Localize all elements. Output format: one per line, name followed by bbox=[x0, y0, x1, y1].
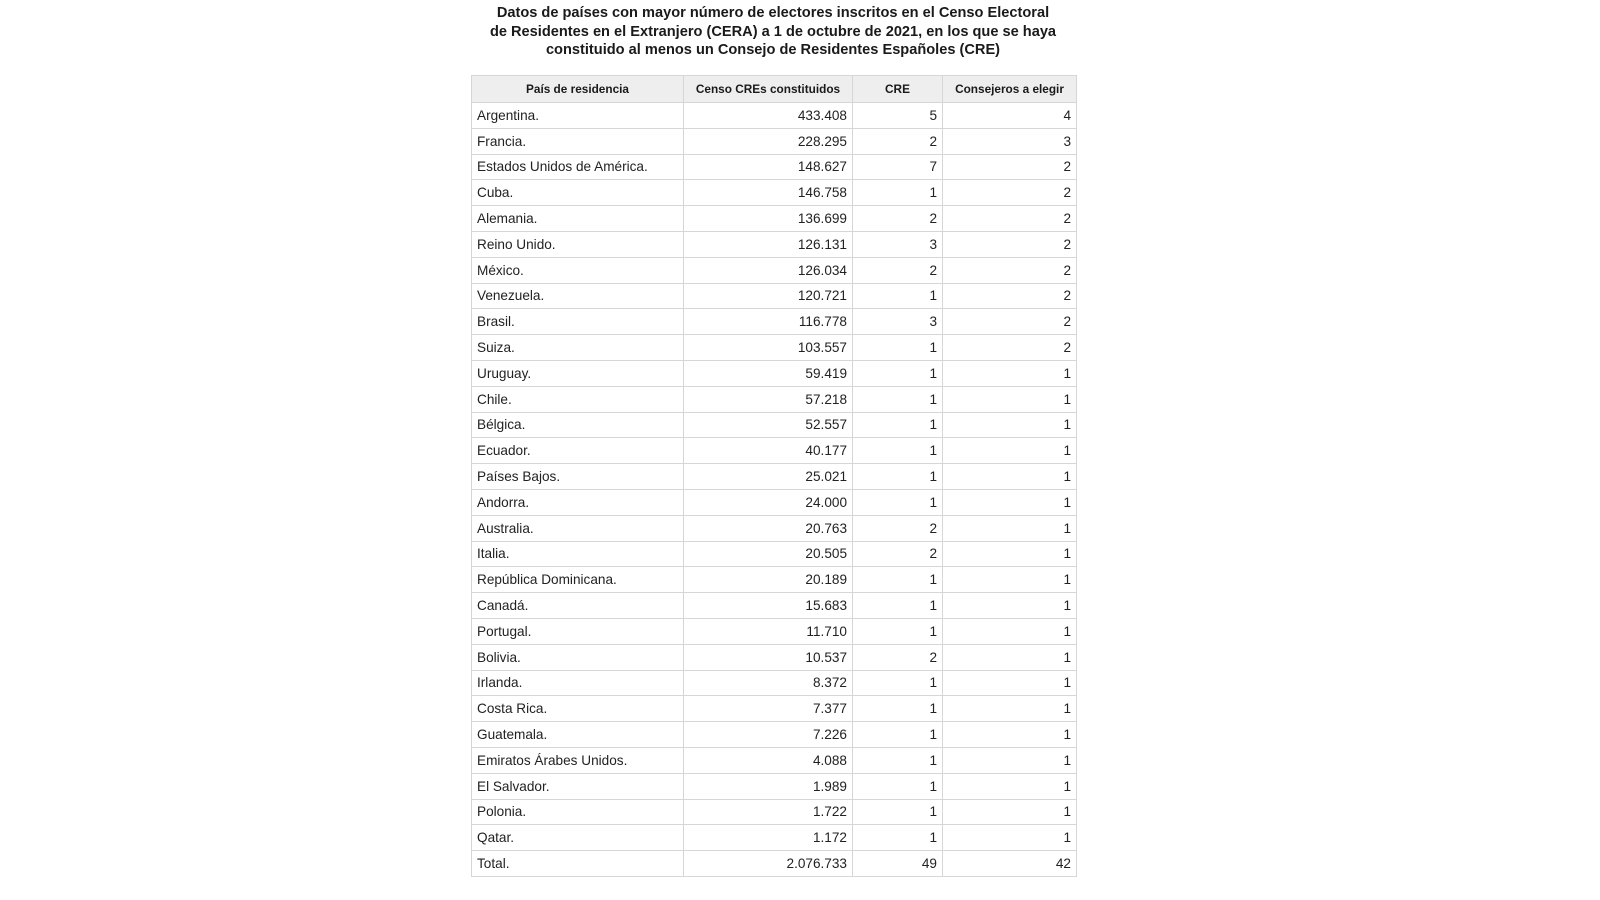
country-cell: Costa Rica. bbox=[472, 696, 684, 722]
councillors-cell: 1 bbox=[943, 489, 1077, 515]
table-row bbox=[472, 696, 1077, 722]
table-row bbox=[472, 128, 1077, 154]
cre-cell: 1 bbox=[853, 722, 943, 748]
cre-cell: 7 bbox=[853, 154, 943, 180]
councillors-cell: 1 bbox=[943, 593, 1077, 619]
cre-cell: 1 bbox=[853, 464, 943, 490]
census-cell: 24.000 bbox=[684, 489, 853, 515]
councillors-cell: 1 bbox=[943, 567, 1077, 593]
country-cell: El Salvador. bbox=[472, 773, 684, 799]
cre-cell: 1 bbox=[853, 696, 943, 722]
table-row bbox=[472, 515, 1077, 541]
cre-cell: 2 bbox=[853, 644, 943, 670]
table-row bbox=[472, 335, 1077, 361]
cre-cell: 1 bbox=[853, 412, 943, 438]
title-line-1: Datos de países con mayor número de electores inscritos en el Censo Electoral bbox=[496, 5, 1050, 21]
country-cell: Andorra. bbox=[472, 489, 684, 515]
cre-cell: 2 bbox=[853, 257, 943, 283]
councillors-cell: 1 bbox=[943, 670, 1077, 696]
councillors-cell: 2 bbox=[943, 231, 1077, 257]
total-census: 2.076.733 bbox=[684, 851, 853, 877]
councillors-cell: 1 bbox=[943, 515, 1077, 541]
councillors-cell: 1 bbox=[943, 722, 1077, 748]
census-cell: 136.699 bbox=[684, 206, 853, 232]
header-country: País de residencia bbox=[472, 76, 684, 103]
census-cell: 433.408 bbox=[684, 103, 853, 129]
councillors-cell: 1 bbox=[943, 541, 1077, 567]
census-cell: 126.034 bbox=[684, 257, 853, 283]
councillors-cell: 1 bbox=[943, 464, 1077, 490]
table-row bbox=[472, 567, 1077, 593]
total-councillors: 42 bbox=[943, 851, 1077, 877]
councillors-cell: 1 bbox=[943, 696, 1077, 722]
country-cell: Polonia. bbox=[472, 799, 684, 825]
census-cell: 103.557 bbox=[684, 335, 853, 361]
cre-cell: 1 bbox=[853, 438, 943, 464]
census-cell: 20.189 bbox=[684, 567, 853, 593]
cre-cell: 1 bbox=[853, 386, 943, 412]
country-cell: Portugal. bbox=[472, 618, 684, 644]
table-row bbox=[472, 773, 1077, 799]
table-row bbox=[472, 180, 1077, 206]
census-cell: 146.758 bbox=[684, 180, 853, 206]
councillors-cell: 1 bbox=[943, 644, 1077, 670]
cre-cell: 1 bbox=[853, 489, 943, 515]
cre-cell: 1 bbox=[853, 180, 943, 206]
table-row bbox=[472, 386, 1077, 412]
councillors-cell: 1 bbox=[943, 438, 1077, 464]
title-line-2: de Residentes en el Extranjero (CERA) a 1 de octubre de 2021, en los que se haya bbox=[489, 23, 1057, 40]
census-cell: 126.131 bbox=[684, 231, 853, 257]
table-body bbox=[472, 103, 1077, 851]
councillors-cell: 2 bbox=[943, 283, 1077, 309]
census-cell: 8.372 bbox=[684, 670, 853, 696]
councillors-cell: 1 bbox=[943, 386, 1077, 412]
councillors-cell: 2 bbox=[943, 335, 1077, 361]
councillors-cell: 1 bbox=[943, 747, 1077, 773]
country-cell: México. bbox=[472, 257, 684, 283]
electors-table bbox=[471, 75, 1077, 877]
cre-cell: 1 bbox=[853, 747, 943, 773]
header-councillors: Consejeros a elegir bbox=[943, 76, 1077, 103]
table-row bbox=[472, 541, 1077, 567]
header-cre: CRE bbox=[853, 76, 943, 103]
country-cell: República Dominicana. bbox=[472, 567, 684, 593]
cre-cell: 1 bbox=[853, 283, 943, 309]
councillors-cell: 3 bbox=[943, 128, 1077, 154]
census-cell: 7.226 bbox=[684, 722, 853, 748]
councillors-cell: 2 bbox=[943, 206, 1077, 232]
total-label: Total. bbox=[472, 851, 684, 877]
total-cre: 49 bbox=[853, 851, 943, 877]
country-cell: Emiratos Árabes Unidos. bbox=[472, 747, 684, 773]
cre-cell: 1 bbox=[853, 335, 943, 361]
census-cell: 52.557 bbox=[684, 412, 853, 438]
table-row bbox=[472, 489, 1077, 515]
cre-cell: 2 bbox=[853, 541, 943, 567]
table-row bbox=[472, 206, 1077, 232]
table-row bbox=[472, 825, 1077, 851]
table-row bbox=[472, 644, 1077, 670]
country-cell: Bélgica. bbox=[472, 412, 684, 438]
councillors-cell: 2 bbox=[943, 309, 1077, 335]
census-cell: 148.627 bbox=[684, 154, 853, 180]
census-cell: 1.989 bbox=[684, 773, 853, 799]
councillors-cell: 2 bbox=[943, 180, 1077, 206]
table-row bbox=[472, 747, 1077, 773]
census-cell: 10.537 bbox=[684, 644, 853, 670]
cre-cell: 2 bbox=[853, 206, 943, 232]
cre-cell: 3 bbox=[853, 231, 943, 257]
census-cell: 1.722 bbox=[684, 799, 853, 825]
country-cell: Canadá. bbox=[472, 593, 684, 619]
country-cell: Australia. bbox=[472, 515, 684, 541]
country-cell: Brasil. bbox=[472, 309, 684, 335]
total-row bbox=[472, 851, 1077, 877]
cre-cell: 2 bbox=[853, 515, 943, 541]
country-cell: Suiza. bbox=[472, 335, 684, 361]
councillors-cell: 4 bbox=[943, 103, 1077, 129]
header-census: Censo CREs constituidos bbox=[684, 76, 853, 103]
table-row bbox=[472, 464, 1077, 490]
census-cell: 20.505 bbox=[684, 541, 853, 567]
country-cell: Países Bajos. bbox=[472, 464, 684, 490]
census-cell: 1.172 bbox=[684, 825, 853, 851]
census-cell: 120.721 bbox=[684, 283, 853, 309]
table-header-row bbox=[472, 76, 1077, 103]
country-cell: Alemania. bbox=[472, 206, 684, 232]
census-cell: 11.710 bbox=[684, 618, 853, 644]
cre-cell: 1 bbox=[853, 567, 943, 593]
table-row bbox=[472, 799, 1077, 825]
country-cell: Guatemala. bbox=[472, 722, 684, 748]
table-row bbox=[472, 103, 1077, 129]
country-cell: Reino Unido. bbox=[472, 231, 684, 257]
table-row bbox=[472, 412, 1077, 438]
table-row bbox=[472, 231, 1077, 257]
census-cell: 4.088 bbox=[684, 747, 853, 773]
country-cell: Francia. bbox=[472, 128, 684, 154]
country-cell: Venezuela. bbox=[472, 283, 684, 309]
cre-cell: 1 bbox=[853, 618, 943, 644]
country-cell: Uruguay. bbox=[472, 360, 684, 386]
councillors-cell: 2 bbox=[943, 154, 1077, 180]
country-cell: Cuba. bbox=[472, 180, 684, 206]
cre-cell: 3 bbox=[853, 309, 943, 335]
councillors-cell: 1 bbox=[943, 412, 1077, 438]
cre-cell: 1 bbox=[853, 360, 943, 386]
table-row bbox=[472, 722, 1077, 748]
country-cell: Italia. bbox=[472, 541, 684, 567]
cre-cell: 2 bbox=[853, 128, 943, 154]
councillors-cell: 1 bbox=[943, 825, 1077, 851]
cre-cell: 1 bbox=[853, 773, 943, 799]
census-cell: 25.021 bbox=[684, 464, 853, 490]
census-cell: 59.419 bbox=[684, 360, 853, 386]
table-row bbox=[472, 257, 1077, 283]
cre-cell: 1 bbox=[853, 593, 943, 619]
cre-cell: 1 bbox=[853, 799, 943, 825]
table-row bbox=[472, 309, 1077, 335]
census-cell: 20.763 bbox=[684, 515, 853, 541]
country-cell: Argentina. bbox=[472, 103, 684, 129]
country-cell: Ecuador. bbox=[472, 438, 684, 464]
councillors-cell: 1 bbox=[943, 773, 1077, 799]
table-row bbox=[472, 360, 1077, 386]
cre-cell: 1 bbox=[853, 670, 943, 696]
country-cell: Chile. bbox=[472, 386, 684, 412]
page-title bbox=[470, 4, 1076, 60]
table-row bbox=[472, 670, 1077, 696]
country-cell: Irlanda. bbox=[472, 670, 684, 696]
table-row bbox=[472, 618, 1077, 644]
census-cell: 57.218 bbox=[684, 386, 853, 412]
table-row bbox=[472, 283, 1077, 309]
country-cell: Estados Unidos de América. bbox=[472, 154, 684, 180]
councillors-cell: 2 bbox=[943, 257, 1077, 283]
census-cell: 7.377 bbox=[684, 696, 853, 722]
census-cell: 228.295 bbox=[684, 128, 853, 154]
councillors-cell: 1 bbox=[943, 799, 1077, 825]
table-row bbox=[472, 438, 1077, 464]
table-row bbox=[472, 154, 1077, 180]
cre-cell: 1 bbox=[853, 825, 943, 851]
country-cell: Qatar. bbox=[472, 825, 684, 851]
country-cell: Bolivia. bbox=[472, 644, 684, 670]
census-cell: 15.683 bbox=[684, 593, 853, 619]
cre-cell: 5 bbox=[853, 103, 943, 129]
councillors-cell: 1 bbox=[943, 618, 1077, 644]
table-row bbox=[472, 593, 1077, 619]
census-cell: 116.778 bbox=[684, 309, 853, 335]
councillors-cell: 1 bbox=[943, 360, 1077, 386]
census-cell: 40.177 bbox=[684, 438, 853, 464]
title-line-3: constituido al menos un Consejo de Residentes Españoles (CRE) bbox=[545, 42, 1001, 58]
